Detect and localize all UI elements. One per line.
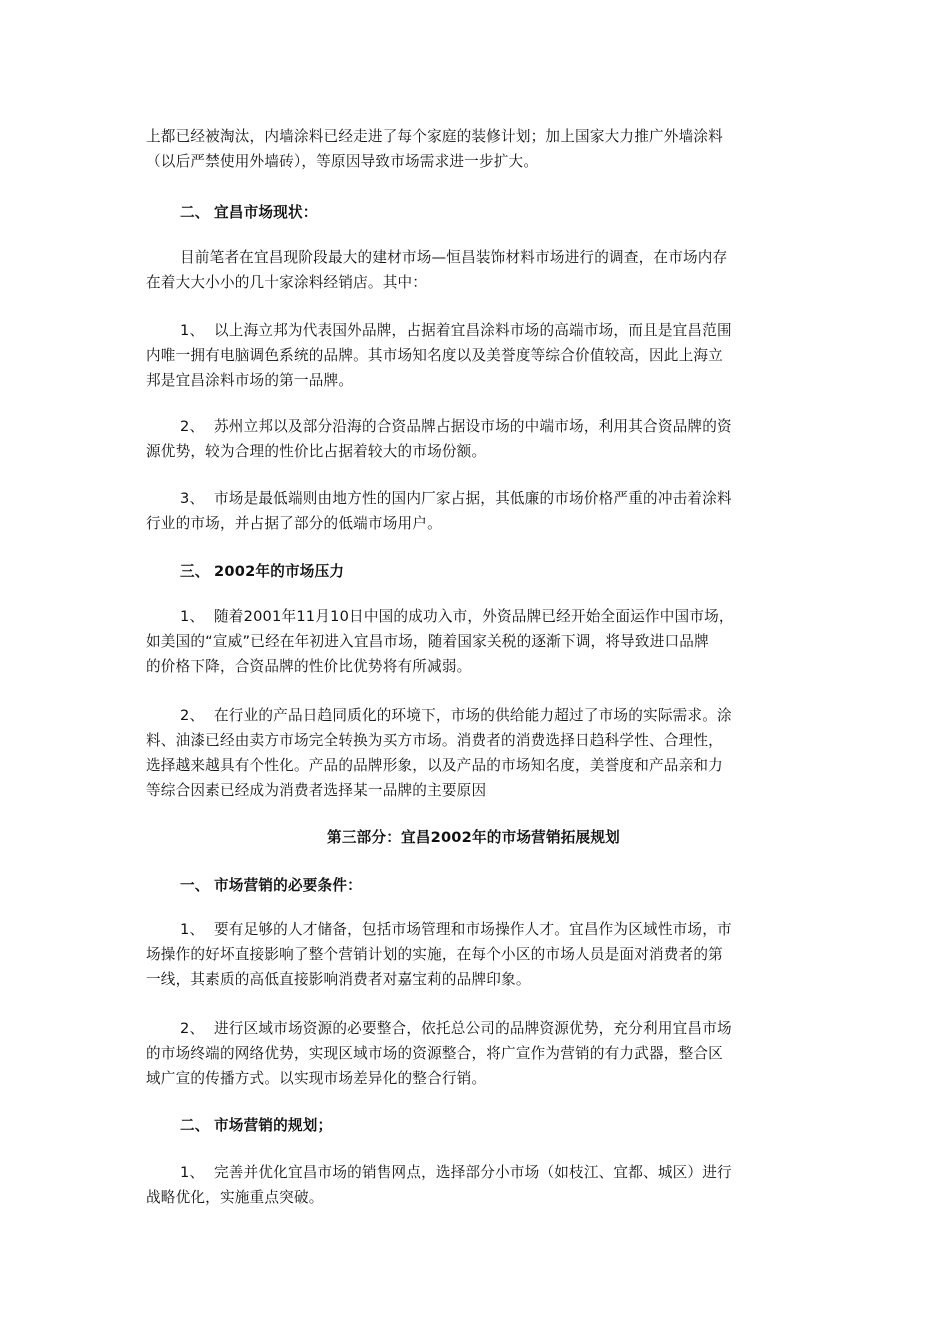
text-line: 目前笔者在宜昌现阶段最大的建材市场—恒昌装饰材料市场进行的调查，在市场内存: [180, 249, 728, 266]
list-item-2-joint-venture-brands: [146, 414, 801, 464]
text-line: 行业的市场，并占据了部分的低端市场用户。: [146, 515, 442, 532]
item-number: 2、: [180, 418, 205, 435]
text-line: 在着大大小小的几十家涂料经销店。其中：: [146, 274, 428, 291]
heading-marketing-plan: [146, 1113, 801, 1138]
text-line: 市场是最低端则由地方性的国内厂家占据，其低廉的市场价格严重的冲击着涂料: [214, 490, 732, 507]
heading-number: 二、: [180, 204, 210, 221]
text-line: 进行区域市场资源的必要整合，依托总公司的品牌资源优势，充分利用宜昌市场: [214, 1020, 732, 1037]
item-number: 2、: [180, 707, 205, 724]
text-line: 的市场终端的网络优势，实现区域市场的资源整合，将广宣作为营销的有力武器，整合区: [146, 1045, 723, 1062]
text-line: 上都已经被淘汰，内墙涂料已经走进了每个家庭的装修计划；加上国家大力推广外墙涂料: [146, 128, 723, 145]
text-line: 内唯一拥有电脑调色系统的品牌。其市场知名度以及美誉度等综合价值较高，因此上海立: [146, 347, 723, 364]
text-line: 的价格下降，合资品牌的性价比优势将有所减弱。: [146, 658, 472, 675]
text-line: 等综合因素已经成为消费者选择某一品牌的主要原因: [146, 782, 487, 799]
text-line: 如美国的“宣威”已经在年初进入宜昌市场，随着国家关税的逐渐下调，将导致进口品牌: [146, 633, 709, 650]
text-line: 苏州立邦以及部分沿海的合资品牌占据设市场的中端市场，利用其合资品牌的资: [214, 418, 732, 435]
list-item-1-sales-network: [146, 1160, 801, 1210]
heading-number: 二、: [180, 1117, 210, 1134]
heading-2002-market-pressure: [146, 559, 801, 584]
item-number: 1、: [180, 921, 205, 938]
text-line: 完善并优化宜昌市场的销售网点，选择部分小市场（如枝江、宜都、城区）进行: [214, 1164, 732, 1181]
list-item-1-talent-reserve: [146, 917, 801, 992]
part-three-title: [146, 825, 801, 850]
heading-text: 市场营销的规划；: [214, 1117, 333, 1134]
text-line: 一线，其素质的高低直接影响消费者对嘉宝莉的品牌印象。: [146, 971, 531, 988]
text-line: 在行业的产品日趋同质化的环境下，市场的供给能力超过了市场的实际需求。涂: [214, 707, 732, 724]
heading-text: 宜昌市场现状：: [214, 204, 318, 221]
text-line: 邦是宜昌涂料市场的第一品牌。: [146, 372, 354, 389]
text-line: 场操作的好坏直接影响了整个营销计划的实施，在每个小区的市场人员是面对消费者的第: [146, 946, 723, 963]
heading-number: 一、: [180, 877, 210, 894]
text-line: 以上海立邦为代表国外品牌，占据着宜昌涂料市场的高端市场，而且是宜昌范围: [214, 322, 732, 339]
heading-text: 市场营销的必要条件：: [214, 877, 362, 894]
heading-number: 三、: [180, 563, 210, 580]
heading-marketing-prerequisites: [146, 873, 801, 898]
list-item-3-local-brands: [146, 486, 801, 536]
list-item-1-wto-entry: [146, 604, 801, 679]
item-number: 1、: [180, 1164, 205, 1181]
list-item-2-resource-integration: [146, 1016, 801, 1091]
paragraph-demand: [146, 124, 801, 174]
list-item-1-foreign-brands: [146, 318, 801, 393]
text-line: 源优势，较为合理的性价比占据着较大的市场份额。: [146, 443, 487, 460]
item-number: 1、: [180, 608, 205, 625]
text-line: 战略优化，实施重点突破。: [146, 1189, 324, 1206]
text-line: 选择越来越具有个性化。产品的品牌形象，以及产品的市场知名度，美誉度和产品亲和力: [146, 757, 723, 774]
heading-text: 2002年的市场压力: [214, 563, 345, 580]
text-line: 料、油漆已经由卖方市场完全转换为买方市场。消费者的消费选择日趋科学性、合理性，: [146, 732, 723, 749]
heading-yichang-market-status: [146, 200, 801, 225]
paragraph-survey: [146, 245, 801, 295]
list-item-2-homogenization: [146, 703, 801, 803]
item-number: 3、: [180, 490, 205, 507]
text-line: （以后严禁使用外墙砖），等原因导致市场需求进一步扩大。: [146, 153, 539, 170]
text-line: 随着2001年11月10日中国的成功入市，外资品牌已经开始全面运作中国市场，: [214, 608, 734, 625]
item-number: 1、: [180, 322, 205, 339]
text-line: 域广宣的传播方式。以实现市场差异化的整合行销。: [146, 1070, 487, 1087]
section-title: 第三部分：宜昌2002年的市场营销拓展规划: [327, 829, 620, 846]
text-line: 要有足够的人才储备，包括市场管理和市场操作人才。宜昌作为区域性市场，市: [214, 921, 732, 938]
item-number: 2、: [180, 1020, 205, 1037]
